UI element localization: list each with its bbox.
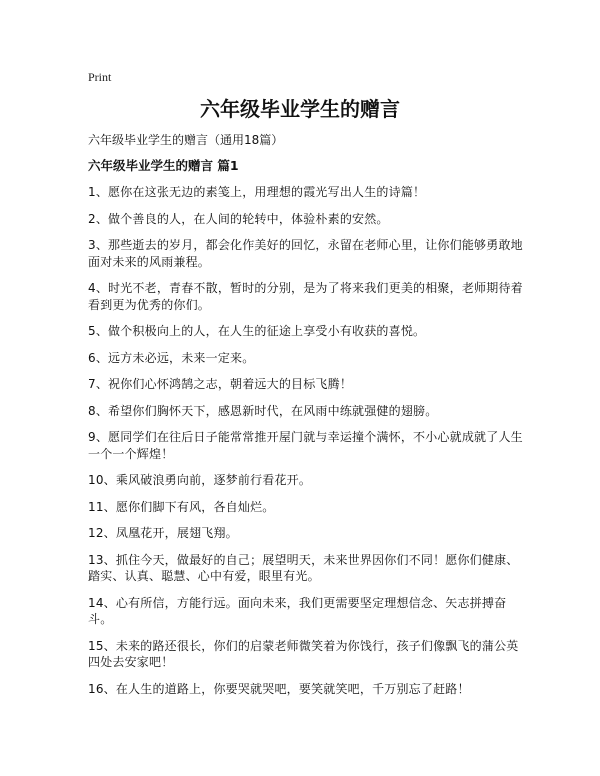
list-item: 3、那些逝去的岁月，都会化作美好的回忆，永留在老师心里，让你们能够勇敢地面对未来的风雨兼程。	[88, 238, 523, 269]
section-heading: 六年级毕业学生的赠言 篇1	[88, 158, 239, 173]
list-item: 4、时光不老，青春不散，暂时的分别，是为了将来我们更美的相聚，老师期待着看到更为优秀的你们。	[88, 281, 523, 312]
list-item: 15、未来的路还很长，你们的启蒙老师微笑着为你饯行，孩子们像飘飞的蒲公英四处去安家吧！	[88, 638, 519, 669]
list-item: 7、祝你们心怀鸿鹄之志，朝着远大的目标飞腾！	[88, 377, 353, 391]
message-list	[88, 184, 524, 707]
list-item: 10、乘风破浪勇向前，逐梦前行看花开。	[88, 473, 312, 487]
list-item: 14、心有所信，方能行远。面向未来，我们更需要坚定理想信念、矢志拼搏奋斗。	[88, 595, 507, 626]
list-item: 16、在人生的道路上，你要哭就哭吧，要笑就笑吧，千万别忘了赶路！	[88, 681, 470, 696]
list-item: 6、远方未必远，未来一定来。	[88, 350, 255, 365]
list-item: 12、凤凰花开，展翅飞翔。	[88, 526, 238, 540]
list-item: 5、做个积极向上的人，在人生的征途上享受小有收获的喜悦。	[88, 324, 426, 338]
list-item: 8、希望你们胸怀天下，感恩新时代，在风雨中练就强健的翅膀。	[88, 403, 438, 418]
list-item: 1、愿你在这张无边的素笺上，用理想的霞光写出人生的诗篇！	[88, 185, 426, 199]
document-subtitle: 六年级毕业学生的赠言（通用18篇）	[88, 133, 284, 147]
page-title: 六年级毕业学生的赠言	[200, 97, 400, 121]
list-item: 9、愿同学们在往后日子能常常推开屋门就与幸运撞个满怀，不小心就成就了人生一个一个辉煌！	[88, 430, 523, 461]
print-link[interactable]: Print	[88, 70, 112, 84]
list-item: 2、做个善良的人，在人间的轮转中，体验朴素的安然。	[88, 211, 389, 226]
list-item: 11、愿你们脚下有风，各自灿烂。	[88, 499, 275, 514]
list-item: 13、抓住今天，做最好的自己；展望明天，未来世界因你们不同！愿你们健康、踏实、认真、聪慧、心中有爱，眼里有光。	[88, 552, 519, 583]
